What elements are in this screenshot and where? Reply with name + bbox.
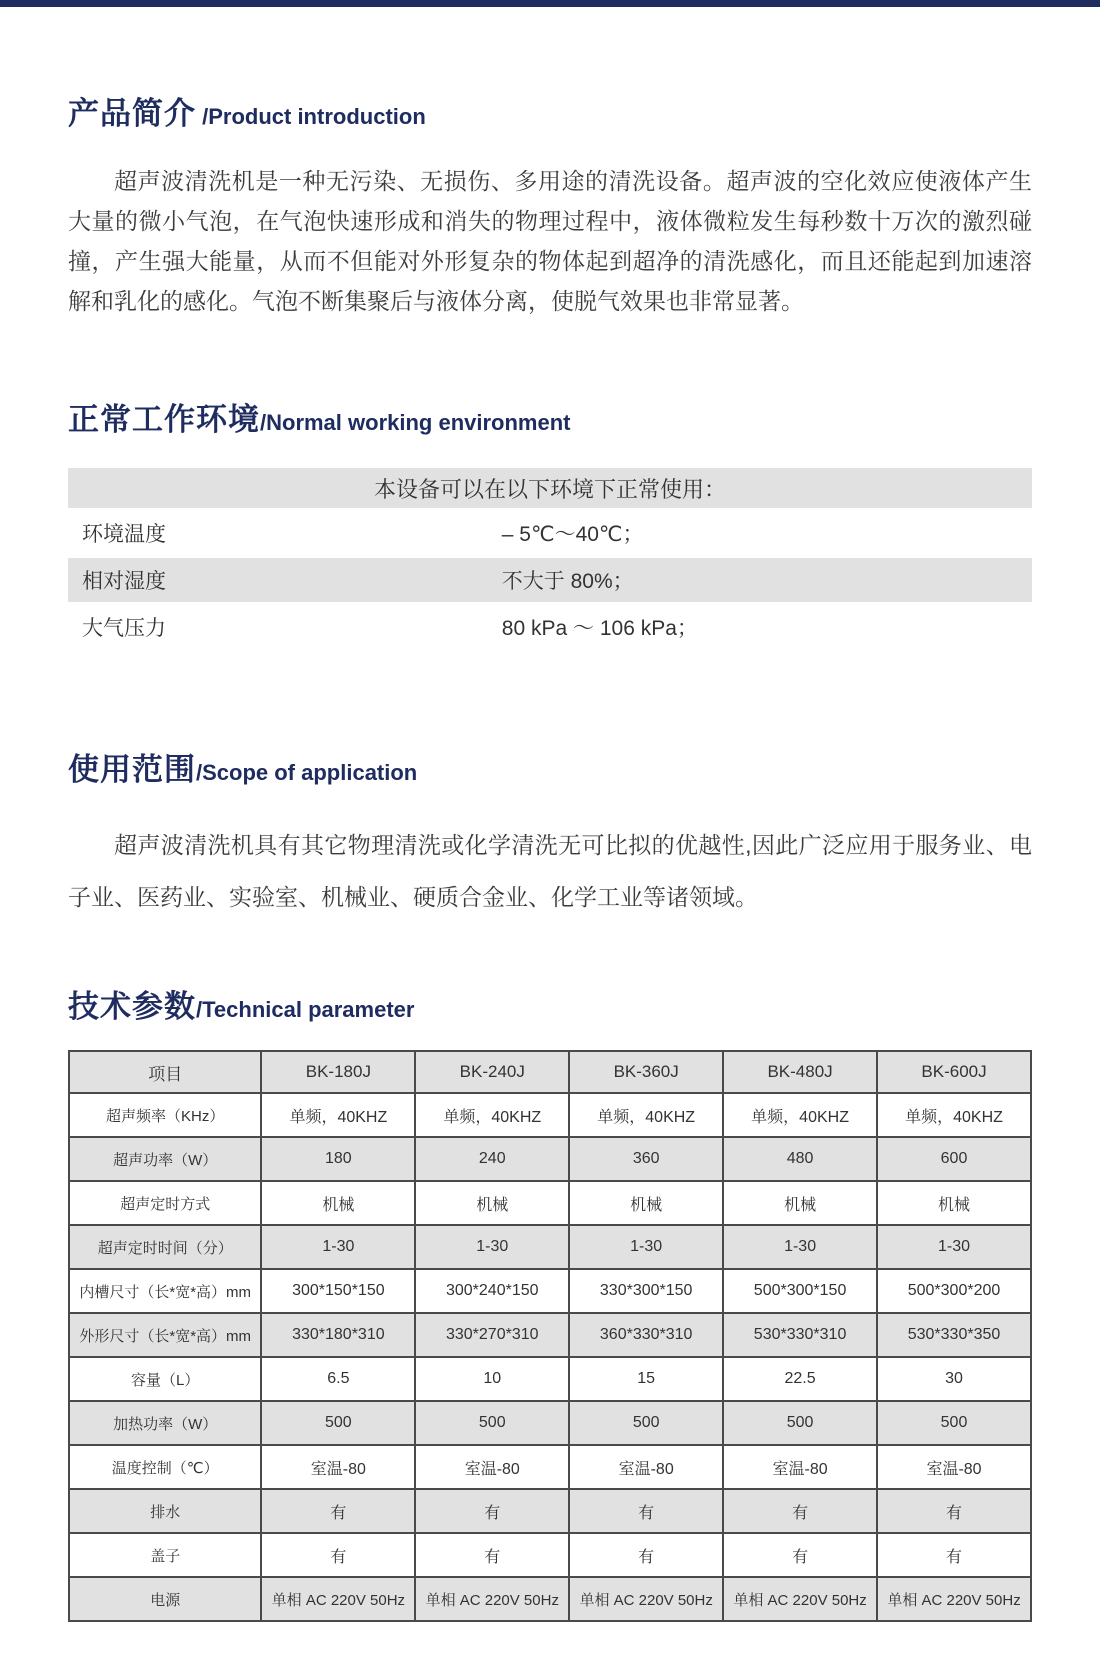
tech-row-value: 有 (569, 1533, 723, 1577)
tech-row-value: 有 (569, 1489, 723, 1533)
tech-row-value: 330*180*310 (261, 1313, 415, 1357)
tech-row-label: 容量（L） (69, 1357, 261, 1401)
tech-row-value: 有 (261, 1533, 415, 1577)
env-row-value: – 5℃～40℃； (501, 523, 644, 546)
tech-row-value: 500 (877, 1401, 1031, 1445)
tech-row-value: 单相 AC 220V 50Hz (877, 1577, 1031, 1621)
tech-table-row (69, 1269, 1031, 1313)
tech-row-label: 内槽尺寸（长*宽*高）mm (69, 1269, 261, 1313)
tech-row-value: 单频，40KHZ (723, 1093, 877, 1137)
env-row-value: 不大于 80%； (502, 558, 1032, 602)
tech-row-value: 机械 (415, 1181, 569, 1225)
tech-row-value: 480 (723, 1137, 877, 1181)
tech-row-value: 30 (877, 1357, 1031, 1401)
tech-row-value: 6.5 (261, 1357, 415, 1401)
tech-table-row (69, 1445, 1031, 1489)
tech-row-value: 1-30 (415, 1225, 569, 1269)
tech-column-header: BK-480J (723, 1051, 877, 1093)
tech-row-value: 单频，40KHZ (415, 1093, 569, 1137)
tech-column-header: BK-180J (261, 1051, 415, 1093)
section-title-normal-working-environment (68, 394, 1032, 439)
tech-row-value: 500 (261, 1401, 415, 1445)
env-row-label: 大气压力 (82, 617, 166, 640)
tech-row-value: 有 (261, 1489, 415, 1533)
section-title-scope-of-application (68, 744, 1032, 789)
environment-conditions-table (68, 465, 1032, 652)
tech-row-value: 单频，40KHZ (569, 1093, 723, 1137)
env-row-label: 环境温度 (82, 523, 166, 546)
tech-row-value: 500*300*150 (723, 1269, 877, 1313)
section-product-introduction (68, 88, 1032, 321)
env-row-value: 80 kPa ～ 106 kPa； (501, 617, 698, 640)
section-title-en: /Normal working environment (260, 410, 571, 435)
tech-row-value: 300*240*150 (415, 1269, 569, 1313)
tech-row-value: 室温-80 (723, 1445, 877, 1489)
tech-row-value: 22.5 (723, 1357, 877, 1401)
tech-row-value: 15 (569, 1357, 723, 1401)
tech-row-value: 500 (569, 1401, 723, 1445)
tech-row-value: 单相 AC 220V 50Hz (569, 1577, 723, 1621)
tech-row-value: 360 (569, 1137, 723, 1181)
tech-row-value: 机械 (261, 1181, 415, 1225)
tech-row-value: 530*330*310 (723, 1313, 877, 1357)
tech-row-value: 300*150*150 (261, 1269, 415, 1313)
section-normal-working-environment (68, 394, 1032, 652)
section-title-zh: 技术参数 (68, 989, 196, 1024)
tech-row-value: 单相 AC 220V 50Hz (261, 1577, 415, 1621)
tech-row-value: 500 (723, 1401, 877, 1445)
tech-row-value: 500*300*200 (877, 1269, 1031, 1313)
tech-row-value: 单频，40KHZ (877, 1093, 1031, 1137)
tech-row-value: 1-30 (261, 1225, 415, 1269)
tech-row-value: 360*330*310 (569, 1313, 723, 1357)
tech-row-value: 机械 (723, 1181, 877, 1225)
tech-row-value: 室温-80 (261, 1445, 415, 1489)
section-title-en: /Scope of application (196, 760, 418, 785)
tech-row-value: 240 (415, 1137, 569, 1181)
tech-row-label: 加热功率（W） (69, 1401, 261, 1445)
tech-row-value: 有 (415, 1533, 569, 1577)
env-table-row (68, 558, 1032, 602)
tech-row-value: 有 (877, 1533, 1031, 1577)
section-title-zh: 使用范围 (68, 752, 196, 787)
tech-row-value: 有 (723, 1489, 877, 1533)
section-technical-parameter (68, 981, 1032, 1622)
tech-row-value: 单相 AC 220V 50Hz (415, 1577, 569, 1621)
tech-row-value: 室温-80 (877, 1445, 1031, 1489)
tech-row-label: 超声功率（W） (69, 1137, 261, 1181)
tech-row-label: 电源 (69, 1577, 261, 1621)
section-title-zh: 产品简介 (68, 96, 196, 131)
tech-table-row (69, 1489, 1031, 1533)
environment-table-header: 本设备可以在以下环境下正常使用： (68, 468, 1032, 508)
tech-row-value: 室温-80 (569, 1445, 723, 1489)
tech-row-label: 排水 (69, 1489, 261, 1533)
tech-table-row (69, 1357, 1031, 1401)
env-row-label: 相对湿度 (68, 558, 502, 602)
technical-parameter-table (68, 1050, 1032, 1622)
tech-row-value: 有 (877, 1489, 1031, 1533)
tech-column-header: BK-600J (877, 1051, 1031, 1093)
tech-row-label: 外形尺寸（长*宽*高）mm (69, 1313, 261, 1357)
tech-row-value: 有 (415, 1489, 569, 1533)
page-content (0, 88, 1100, 1662)
top-accent-bar (0, 0, 1100, 7)
tech-table-row (69, 1181, 1031, 1225)
env-table-row (68, 605, 1032, 649)
tech-row-value: 600 (877, 1137, 1031, 1181)
tech-column-header: 项目 (69, 1051, 261, 1093)
tech-row-value: 10 (415, 1357, 569, 1401)
tech-row-value: 机械 (569, 1181, 723, 1225)
environment-table-header-row (68, 468, 1032, 508)
tech-row-value: 室温-80 (415, 1445, 569, 1489)
tech-table-row (69, 1093, 1031, 1137)
tech-row-label: 超声频率（KHz） (69, 1093, 261, 1137)
tech-row-value: 单频，40KHZ (261, 1093, 415, 1137)
tech-row-label: 温度控制（℃） (69, 1445, 261, 1489)
tech-row-value: 180 (261, 1137, 415, 1181)
tech-row-value: 330*300*150 (569, 1269, 723, 1313)
technical-table-header-row (69, 1051, 1031, 1093)
tech-row-label: 盖子 (69, 1533, 261, 1577)
tech-row-value: 500 (415, 1401, 569, 1445)
section-scope-of-application (68, 744, 1032, 923)
section-title-en: /Technical parameter (196, 997, 415, 1022)
section-title-en: /Product introduction (196, 104, 426, 129)
tech-table-row (69, 1577, 1031, 1621)
tech-row-value: 单相 AC 220V 50Hz (723, 1577, 877, 1621)
tech-column-header: BK-240J (415, 1051, 569, 1093)
tech-row-value: 1-30 (877, 1225, 1031, 1269)
tech-column-header: BK-360J (569, 1051, 723, 1093)
tech-row-value: 530*330*350 (877, 1313, 1031, 1357)
section-title-zh: 正常工作环境 (68, 402, 260, 437)
scope-of-application-paragraph: 超声波清洗机具有其它物理清洗或化学清洗无可比拟的优越性,因此广泛应用于服务业、电子业、医药业、实验室、机械业、硬质合金业、化学工业等诸领域。 (68, 832, 1032, 910)
env-table-row (68, 511, 1032, 555)
tech-row-label: 超声定时时间（分） (69, 1225, 261, 1269)
tech-table-row (69, 1225, 1031, 1269)
tech-table-row (69, 1401, 1031, 1445)
tech-row-value: 1-30 (723, 1225, 877, 1269)
tech-table-row (69, 1533, 1031, 1577)
tech-table-row (69, 1313, 1031, 1357)
section-title-technical-parameter (68, 981, 1032, 1026)
tech-row-value: 1-30 (569, 1225, 723, 1269)
tech-row-value: 机械 (877, 1181, 1031, 1225)
tech-row-label: 超声定时方式 (69, 1181, 261, 1225)
tech-table-row (69, 1137, 1031, 1181)
tech-row-value: 330*270*310 (415, 1313, 569, 1357)
section-title-product-introduction (68, 88, 1032, 133)
tech-row-value: 有 (723, 1533, 877, 1577)
product-introduction-paragraph: 超声波清洗机是一种无污染、无损伤、多用途的清洗设备。超声波的空化效应使液体产生大量的微小气泡，在气泡快速形成和消失的物理过程中，液体微粒发生每秒数十万次的激烈碰撞，产生强大能量，从而不但能对外形复杂的物体起到超净的清洗感化，而且还能起到加速溶解和乳化的感化。气泡不断集聚后与液体分离，使脱气效果也非常显著。 (68, 168, 1032, 314)
